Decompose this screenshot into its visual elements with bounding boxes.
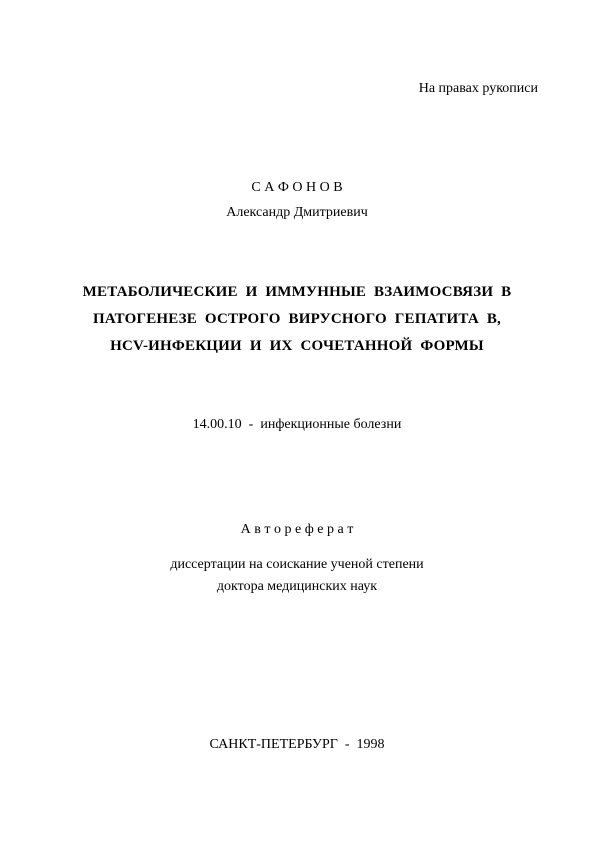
degree-line-1: диссертации на соискание ученой степени <box>170 557 424 572</box>
author-given-names: Александр Дмитриевич <box>226 205 368 220</box>
degree-line-2: доктора медицинских наук <box>216 579 378 594</box>
document-type: А в т о р е ф е р а т <box>240 522 354 537</box>
dissertation-title <box>0 279 594 360</box>
title-line-3: HCV-ИНФЕКЦИИ И ИХ СОЧЕТАННОЙ ФОРМЫ <box>110 338 484 354</box>
title-line-2: ПАТОГЕНЕЗЕ ОСТРОГО ВИРУСНОГО ГЕПАТИТА В, <box>93 311 501 327</box>
specialty-code: 14.00.10 - инфекционные болезни <box>192 417 402 432</box>
manuscript-rights-note: На правах рукописи <box>418 81 538 96</box>
author-surname: С А Ф О Н О В <box>251 180 343 195</box>
city-year: САНКТ-ПЕТЕРБУРГ - 1998 <box>209 737 385 752</box>
title-line-1: МЕТАБОЛИЧЕСКИЕ И ИММУННЫЕ ВЗАИМОСВЯЗИ В <box>82 284 512 300</box>
